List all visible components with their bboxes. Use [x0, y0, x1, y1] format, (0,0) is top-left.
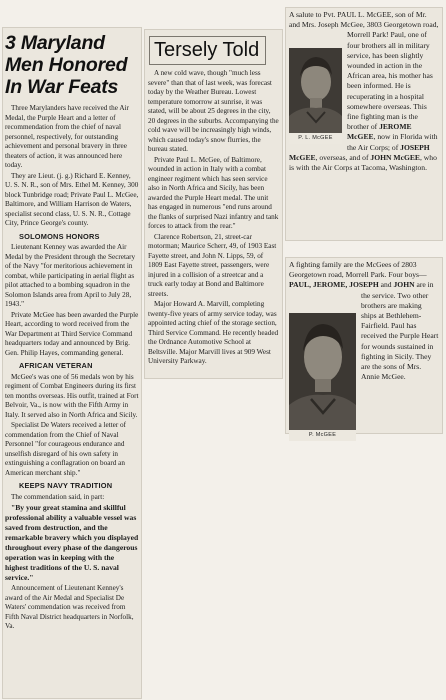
paragraph: Private Paul L. McGee, of Baltimore, wounded in action in Italy with a combat engineer regiment which has seen service also in North Africa and Sicily, has been awarded the Purple Heart medal. The unit has engaged in numerous "end runs around the flanks of surprised Nazi infantry and tank forces to attack from the rear." — [148, 155, 279, 230]
article-fighting-family — [286, 258, 442, 438]
subheading: AFRICAN VETERAN — [19, 361, 93, 370]
name-highlight: JOHN McGEE — [370, 152, 420, 162]
paragraph: The commendation said, in part: — [11, 492, 105, 501]
body-text: are in the service. Two other brothers are making ships at Bethlehem-Fairfield. Paul has received the Purple Heart for wounds sustained in fighting in Sicily. They are the sons of Mrs. Annie McGee. — [361, 280, 439, 382]
paragraph: They are Lieut. (j. g.) Richard E. Kenney, U. S. N. R., son of Mrs. Ethel M. Kenney, 300 block Tunbridge road; Private Paul L. McGee, Baltimore, and William Harrison de Waters, specialist second class, U. S. N. R., Cottage City, Prince George's county. — [5, 171, 139, 227]
portrait-image — [289, 48, 342, 133]
paragraph: Clarence Robertson, 21, street-car motorman; Maurice Scherr, 49, of 1903 East Fayette street, and John N. Lipps, 59, of 1809 East Fayette street, passengers, were injured in a collision of a streetcar and a truck early today at Bond and Baltimore streets. — [148, 232, 277, 298]
body-text: and — [378, 280, 394, 290]
paragraph: Specialist De Waters received a letter of commendation from the Chief of Naval Personnel "for courageous endurance and unselfish disregard of his own safety in extinguishing a conflagration on board an American merchant ship." — [5, 421, 127, 477]
article-body — [5, 104, 139, 632]
name-highlight: JOHN — [393, 280, 415, 290]
portrait-image — [289, 313, 356, 430]
headline: 3 Maryland Men Honored In War Feats — [5, 32, 128, 98]
name-highlight: JEROME McGEE — [347, 122, 412, 142]
article-body — [148, 69, 279, 367]
body-text: , who is with the Air Corps at Tacoma, Washington. — [289, 152, 437, 173]
paragraph: Announcement of Lieutenant Kenney's award of the Air Medal and Specialist De Waters' commendation was received from Fifth Naval District headquarters in Norfolk, Va. — [5, 584, 134, 630]
subheading: KEEPS NAVY TRADITION — [19, 481, 113, 490]
body-text: , overseas, and of — [315, 152, 369, 162]
quote-paragraph: "By your great stamina and skillful professional ability a valuable vessel was saved from destruction, and the remarkable bravery which you displayed throughout every phase of the dangerous operation was in keeping with the highest traditions of the U. S. naval service." — [5, 503, 139, 582]
body-text: , now in Florida with the Air Corps; of — [347, 132, 438, 152]
name-highlight: JOSEPH McGEE — [289, 142, 430, 162]
photo-caption: P. McGEE — [289, 430, 356, 441]
article-three-maryland-men — [3, 28, 141, 698]
article-body — [289, 10, 439, 173]
photo-caption: P. L. McGEE — [289, 133, 342, 144]
lead-text: A salute to Pvt. PAUL L. McGEE, son of Mr. and Mrs. Joseph McGee, 3803 Georgetown road, — [289, 10, 439, 30]
headline: Tersely Told — [149, 36, 266, 65]
body-text: Morrell Park! Paul, one of four brothers all in military service, has been slightly wounded in action in the African area, his mother has been informed. He is recuperating in a hospital somewhere overseas. This fine fighting man is the brother of — [347, 30, 433, 132]
lead-text: A fighting family are the McGees of 2803 Georgetown road, Morrell Park. Four boys— — [289, 260, 427, 280]
article-salute-paul-mcgee — [286, 8, 442, 240]
paragraph: Lieutenant Kenney was awarded the Air Medal by the President through the Secretary of the Navy "for meritorious achievement in combat, while participating in aerial flight as pilot attached to a bombing squadron in the Solomon Islands area from April to July 28, 1943." — [5, 243, 136, 308]
article-body — [289, 260, 439, 438]
portrait-photo — [289, 313, 356, 441]
name-highlight: PAUL, JEROME, JOSEPH — [289, 280, 379, 290]
paragraph: McGee's was one of 56 medals won by his regiment of Combat Engineers during its first ten months overseas. His outfit, trained at Fort Belvoir, Va., is now with the Fifth Army in Italy. It served also in North Africa and Sicily. — [5, 372, 139, 419]
portrait-photo — [289, 48, 342, 144]
subheading: SOLOMONS HONORS — [19, 231, 100, 241]
paragraph: A new cold wave, though "much less severe" than that of last week, was forecast today by the Weather Bureau. Lowest temperature tomorrow at sunrise, it was stated, will be about 25 degrees in the city, 20 degrees in the suburbs. Accompanying the cold wave will be increasingly high winds, which caused today's snow flurries, the bureau stated. — [148, 69, 279, 153]
article-tersely-told — [145, 30, 282, 378]
paragraph: Three Marylanders have received the Air Medal, the Purple Heart and a letter of recommendation from the chief of naval personnel, respectively, for outstanding achievement and personal bravery in three theaters of action, it was announced here today. — [5, 104, 129, 169]
paragraph: Major Howard A. Marvill, completing twenty-five years of army service today, was appointed acting chief of the storage section, Third Service Command. He recently headed the Ordnance Automotive School at Beltsville. Major Marvill lives at 909 West University Parkway. — [148, 300, 279, 365]
paragraph: Private McGee has been awarded the Purple Heart, according to word received from the War Department at Third Service Command headquarters today and announced by Brig. Gen. Philip Hayes, commanding general. — [5, 310, 139, 357]
